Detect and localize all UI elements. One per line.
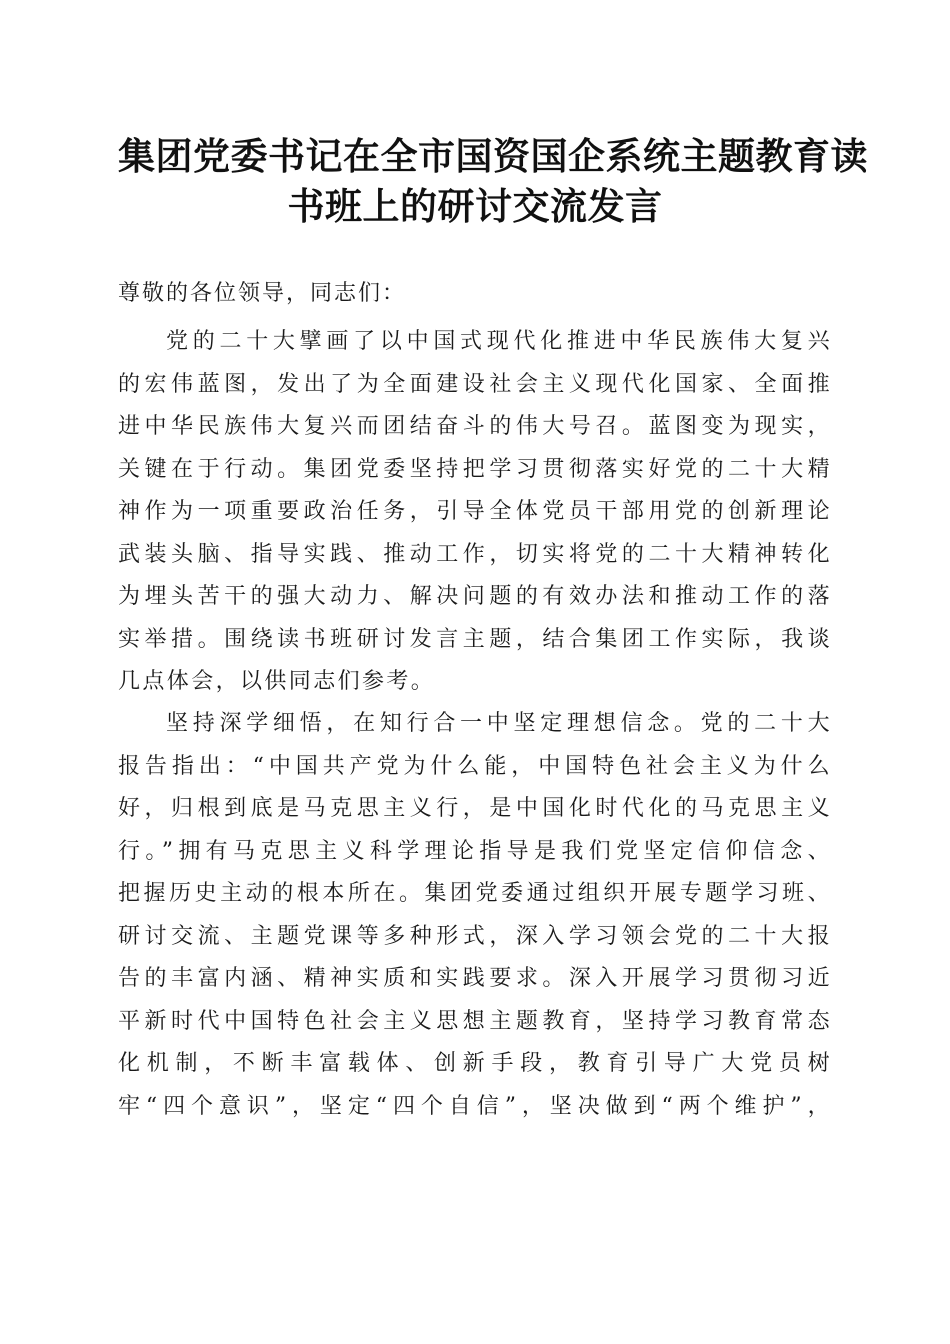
paragraph-line: 武装头脑、指导实践、推动工作，切实将党的二十大精神转化 bbox=[118, 541, 832, 567]
paragraph-line: 几点体会，以供同志们参考。 bbox=[118, 669, 436, 694]
paragraph-line: 报告指出：“中国共产党为什么能，中国特色社会主义为什么 bbox=[118, 753, 832, 779]
paragraph-line: 进中华民族伟大复兴而团结奋斗的伟大号召。蓝图变为现实， bbox=[118, 414, 832, 439]
paragraph-2 bbox=[118, 703, 832, 1128]
paragraph-line: 研讨交流、主题党课等多种形式，深入学习领会党的二十大报 bbox=[118, 923, 832, 949]
paragraph-line: 实举措。围绕读书班研讨发言主题，结合集团工作实际，我谈 bbox=[118, 626, 832, 652]
paragraph-line: 平新时代中国特色社会主义思想主题教育，坚持学习教育常态 bbox=[118, 1008, 832, 1034]
paragraph-line: 行。”拥有马克思主义科学理论指导是我们党坚定信仰信念、 bbox=[118, 838, 832, 864]
title-line: 集团党委书记在全市国资国企系统主题教育读 bbox=[118, 135, 868, 178]
paragraph-line: 为埋头苦干的强大动力、解决问题的有效办法和推动工作的落 bbox=[118, 584, 832, 609]
paragraph-line: 把握历史主动的根本所在。集团党委通过组织开展专题学习班、 bbox=[118, 881, 832, 906]
paragraph-line: 党的二十大擘画了以中国式现代化推进中华民族伟大复兴 bbox=[166, 329, 832, 354]
paragraph-line: 关键在于行动。集团党委坚持把学习贯彻落实好党的二十大精 bbox=[118, 456, 832, 482]
paragraph-line: 神作为一项重要政治任务，引导全体党员干部用党的创新理论 bbox=[118, 499, 832, 524]
paragraph-line: 的宏伟蓝图，发出了为全面建设社会主义现代化国家、全面推 bbox=[118, 371, 832, 397]
paragraph-1 bbox=[118, 321, 832, 704]
paragraph-line: 告的丰富内涵、精神实质和实践要求。深入开展学习贯彻习近 bbox=[118, 966, 832, 991]
salutation: 尊敬的各位领导，同志们： bbox=[118, 281, 407, 306]
paragraph-line: 好，归根到底是马克思主义行，是中国化时代化的马克思主义 bbox=[118, 796, 832, 821]
paragraph-line: 化机制，不断丰富载体、创新手段，教育引导广大党员树 bbox=[118, 1051, 832, 1076]
paragraph-line: 坚持深学细悟，在知行合一中坚定理想信念。党的二十大 bbox=[166, 711, 832, 736]
paragraph-line: 牢“四个意识”，坚定“四个自信”，坚决做到“两个维护”， bbox=[118, 1093, 832, 1119]
document-title bbox=[118, 132, 868, 232]
title-line: 书班上的研讨交流发言 bbox=[287, 185, 663, 228]
